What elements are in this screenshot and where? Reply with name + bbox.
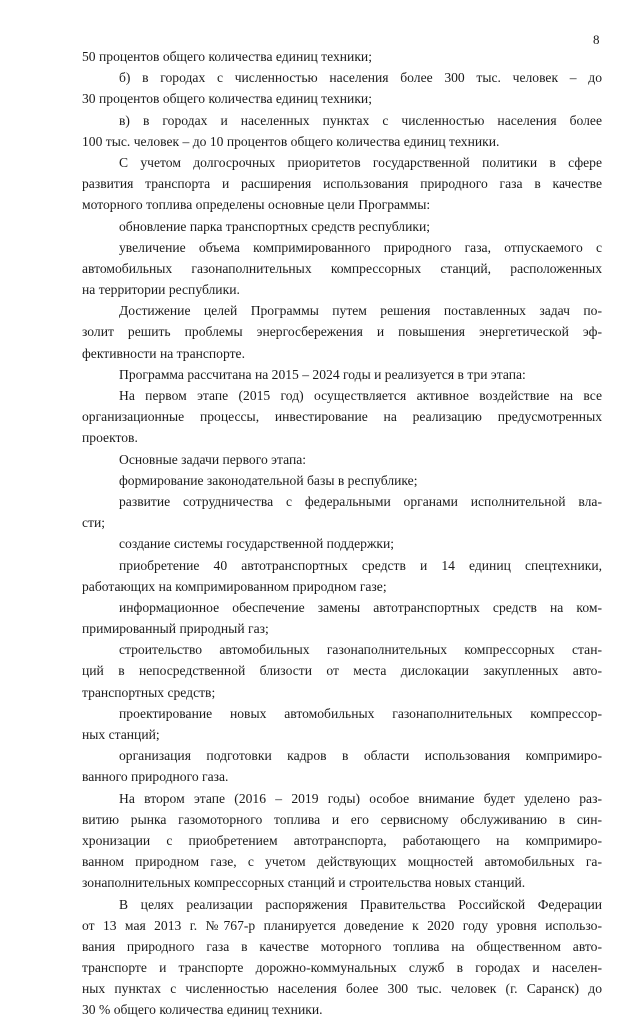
text-line: ных пунктах с численностью населения более 300 тыс. человек (г. Саранск) до bbox=[82, 981, 602, 997]
text-line: от 13 мая 2013 г. №767-р планируется доведение к 2020 году уровня использо- bbox=[82, 917, 602, 933]
text-line: обновление парка транспортных средств республики; bbox=[119, 218, 431, 234]
text-line: ванного природного газа. bbox=[82, 769, 229, 785]
text-line: автомобильных газонаполнительных компрессорных станций, расположенных bbox=[82, 260, 602, 276]
text-line: приобретение 40 автотранспортных средств и 14 единиц спецтехники, bbox=[119, 557, 602, 573]
text-line: создание системы государственной поддержки; bbox=[119, 536, 395, 552]
text-line: строительство автомобильных газонаполнительных компрессорных стан- bbox=[119, 642, 602, 658]
text-line: транспортных средств; bbox=[82, 684, 216, 700]
text-line: В целях реализации распоряжения Правительства Российской Федерации bbox=[119, 896, 602, 912]
text-line: примированный природный газ; bbox=[82, 621, 269, 637]
text-line: моторного топлива определены основные цели Программы: bbox=[82, 197, 431, 213]
text-line: увеличение объема компримированного природного газа, отпускаемого с bbox=[119, 239, 602, 255]
text-line: развития транспорта и расширения использования природного газа в качестве bbox=[82, 176, 602, 192]
text-line: проектирование новых автомобильных газонаполнительных компрессор- bbox=[119, 705, 602, 721]
text-line: б) в городах с численностью населения более 300 тыс. человек – до bbox=[119, 70, 602, 86]
text-line: Достижение целей Программы путем решения поставленных задач по- bbox=[119, 303, 602, 319]
text-line: витию рынка газомоторного топлива и его сервисному обслуживанию в син- bbox=[82, 811, 602, 827]
text-line: ций в непосредственной близости от места дислокации закупленных авто- bbox=[82, 663, 602, 679]
text-line: 30 % общего количества единиц техники. bbox=[82, 1002, 323, 1018]
text-line: На втором этапе (2016 – 2019 годы) особое внимание будет уделено раз- bbox=[119, 790, 602, 806]
text-line: формирование законодательной базы в республике; bbox=[119, 472, 418, 488]
text-line: На первом этапе (2015 год) осуществляется активное воздействие на все bbox=[119, 388, 602, 403]
text-line: организационные процессы, инвестирование на реализацию предусмотренных bbox=[82, 409, 602, 425]
document-body bbox=[82, 46, 602, 1021]
text-line: Программа рассчитана на 2015 – 2024 годы и реализуется в три этапа: bbox=[119, 366, 526, 382]
page-number: 8 bbox=[593, 32, 600, 47]
text-line: хронизации с приобретением автотранспорта, работающего на компримиро- bbox=[82, 832, 602, 848]
text-line: транспорте и транспорте дорожно-коммунальных служб в городах и населен- bbox=[82, 960, 602, 976]
text-line: развитие сотрудничества с федеральными органами исполнительной вла- bbox=[119, 493, 602, 509]
text-line: на территории республики. bbox=[82, 282, 240, 298]
text-line: 30 процентов общего количества единиц техники; bbox=[82, 91, 372, 107]
text-line: информационное обеспечение замены автотранспортных средств на ком- bbox=[119, 599, 602, 615]
text-line: ных станций; bbox=[82, 727, 160, 742]
text-line: золит решить проблемы энергосбережения и повышения энергетической эф- bbox=[82, 324, 602, 340]
text-line: работающих на компримированном природном газе; bbox=[82, 578, 387, 594]
text-line: ванном природном газе, с учетом действующих мощностей автомобильных га- bbox=[82, 854, 602, 870]
text-line: зонаполнительных компрессорных станций и строительства новых станций. bbox=[82, 875, 526, 891]
text-line: фективности на транспорте. bbox=[82, 345, 245, 361]
text-line: вания природного газа в качестве моторного топлива на общественном авто- bbox=[82, 938, 602, 954]
text-line: организация подготовки кадров в области использования компримиро- bbox=[119, 748, 602, 764]
text-line: проектов. bbox=[82, 430, 138, 446]
text-line: в) в городах и населенных пунктах с численностью населения более bbox=[119, 112, 602, 128]
text-line: С учетом долгосрочных приоритетов государственной политики в сфере bbox=[119, 154, 602, 170]
text-line: 100 тыс. человек – до 10 процентов общего количества единиц техники. bbox=[82, 133, 500, 149]
text-line: 50 процентов общего количества единиц техники; bbox=[82, 49, 372, 64]
text-line: сти; bbox=[82, 515, 106, 531]
text-line: Основные задачи первого этапа: bbox=[119, 451, 307, 467]
